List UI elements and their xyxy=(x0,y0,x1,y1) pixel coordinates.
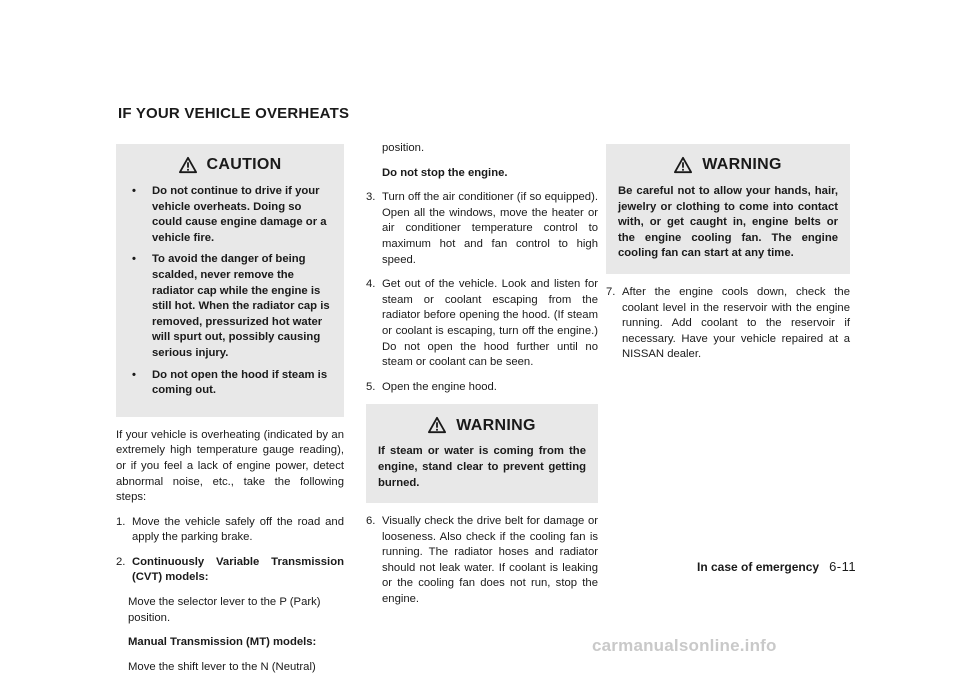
page-footer xyxy=(697,559,856,574)
intro-paragraph: If your vehicle is overheating (indicated by an extremely high temperature gauge reading), or if you feel a lack of engine power, detect abnormal noise, etc., take the following steps: xyxy=(116,428,344,504)
step-2: 2. Continuously Variable Transmission (CVT) models: xyxy=(116,555,344,586)
caution-item: • Do not continue to drive if your vehicle overheats. Doing so could cause engine damage or a vehicle fire. xyxy=(132,185,327,244)
step-1: 1. Move the vehicle safely off the road and apply the parking brake. xyxy=(116,515,344,544)
warning-header-1 xyxy=(378,412,586,438)
bullet-glyph: • xyxy=(132,253,136,266)
warning-text-1: If steam or water is coming from the engine, stand clear to prevent getting burned. xyxy=(378,445,586,489)
caution-box xyxy=(116,144,344,417)
watermark: carmanualsonline.info xyxy=(592,636,777,655)
caution-heading: CAUTION xyxy=(206,156,282,174)
caution-header xyxy=(128,152,332,178)
step-4: 4. Get out of the vehicle. Look and listen for steam or coolant escaping from the radiator before opening the hood. (If steam or coolant is escaping, turn off the engine.) Do not open the hood further until no steam or coolant can be seen. xyxy=(366,278,598,369)
bullet-glyph: • xyxy=(132,368,136,381)
warning-triangle-icon xyxy=(428,416,446,434)
column-middle xyxy=(366,141,598,617)
cvt-text: Move the selector lever to the P (Park) position. xyxy=(128,596,321,624)
section-title: IF YOUR VEHICLE OVERHEATS xyxy=(118,105,350,122)
warning-text-2: Be careful not to allow your hands, hair, jewelry or clothing to come into contact with, or get caught in, engine belts or the engine cooling fan. The engine cooling fan can start at any time. xyxy=(618,185,838,260)
warning-heading-2: WARNING xyxy=(702,156,782,174)
step-3: 3. Turn off the air conditioner (if so equipped). Open all the windows, move the heater or air conditioner temperature control to maximum hot and fan control to high speed. xyxy=(366,191,598,266)
cvt-heading: Continuously Variable Transmission (CVT) models: xyxy=(132,555,344,584)
warning-header-2 xyxy=(618,152,838,178)
mt-heading: Manual Transmission (MT) models: xyxy=(128,636,317,649)
step-5: 5. Open the engine hood. xyxy=(366,380,497,393)
step-7: 7. After the engine cools down, check the coolant level in the reservoir with the engine running. Add coolant to the reservoir if necessary. Have your vehicle repaired at a NISSAN dealer. xyxy=(606,285,850,361)
caution-item: • Do not open the hood if steam is coming out. xyxy=(132,368,328,397)
caution-list xyxy=(128,184,332,399)
mt-text-part1: Move the shift lever to the N (Neutral) xyxy=(128,660,316,673)
mt-text-part2: position. xyxy=(382,142,425,154)
column-left xyxy=(116,144,344,684)
warning-heading-1: WARNING xyxy=(456,416,536,434)
caution-item: • To avoid the danger of being scalded, never remove the radiator cap while the engine is still hot. When the radiator cap is removed, pressurized hot water will spurt out, possibly causing serious injury. xyxy=(132,253,330,359)
footer-section: In case of emergency xyxy=(697,560,820,574)
page-number: 6-11 xyxy=(829,559,857,574)
warning-box-1 xyxy=(366,404,598,503)
warning-triangle-icon xyxy=(179,156,197,174)
warning-triangle-icon xyxy=(674,156,692,174)
bullet-glyph: • xyxy=(132,185,136,197)
warning-box-2 xyxy=(606,144,850,274)
column-right xyxy=(606,144,850,372)
step-6: 6. Visually check the drive belt for damage or looseness. Also check if the cooling fan is running. The radiator hoses and radiator should not leak water. If coolant is leaking or the cooling fan does not run, stop the engine. xyxy=(366,515,598,606)
do-not-stop-note: Do not stop the engine. xyxy=(382,166,508,179)
